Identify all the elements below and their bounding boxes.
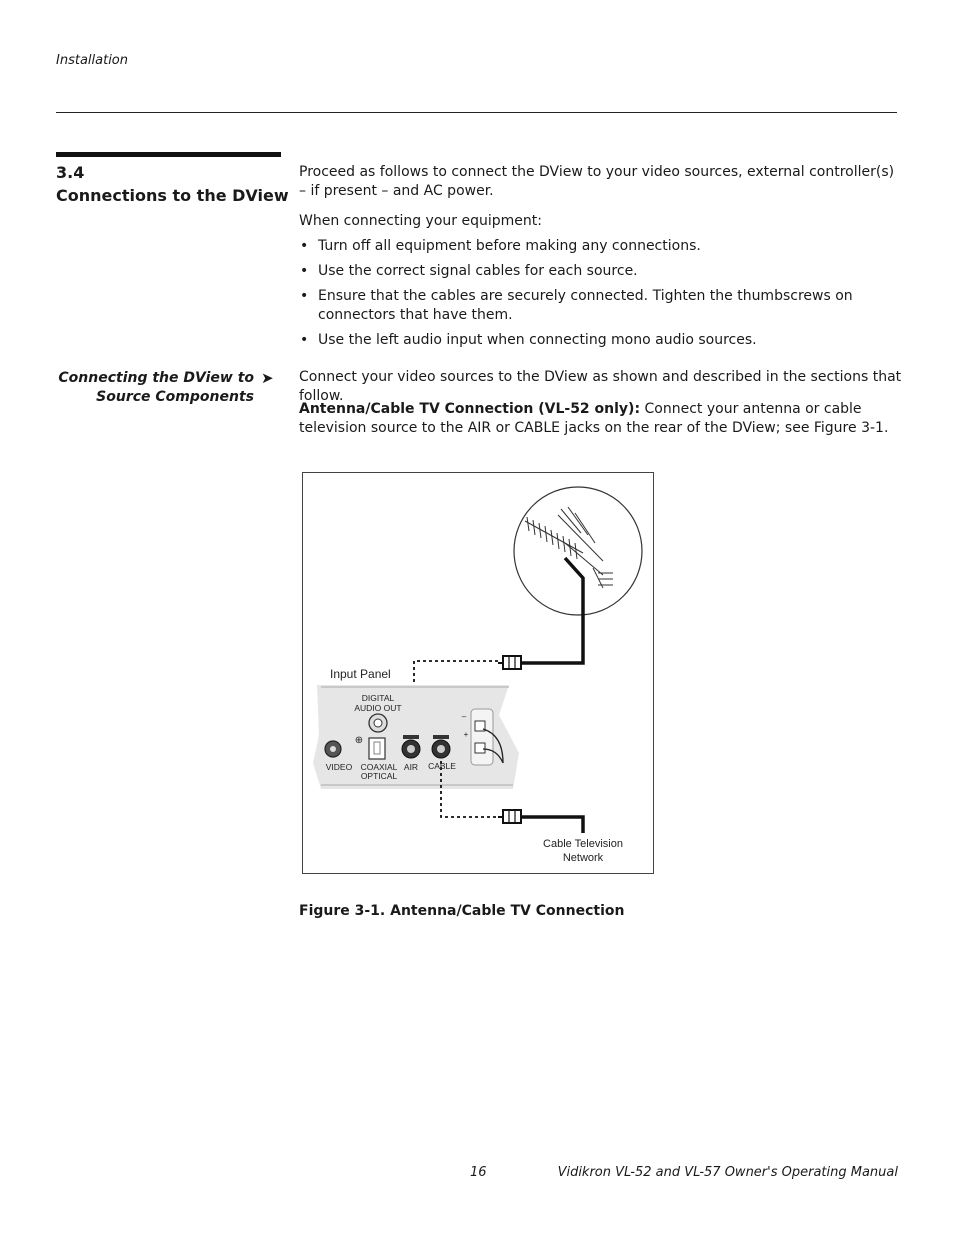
manual-title: Vidikron VL-52 and VL-57 Owner's Operating Manual [557,1165,898,1180]
network-label: Network [562,852,604,864]
bullet-dot: • [300,288,309,304]
subsection-paragraph: Connect your video sources to the DView as shown and described in the sections that follow. [299,369,902,404]
plus-label: + [463,730,469,739]
arrow-icon: ➤ [261,369,274,387]
network-label: Cable Television [543,838,623,850]
coaxial-label: COAXIAL [360,762,398,772]
page-number: 16 [470,1165,487,1180]
air-label: AIR [403,762,419,772]
bullet-text: Turn off all equipment before making any connections. [318,238,701,254]
antenna-label: Antenna/Cable TV Connection (VL-52 only): [299,401,641,417]
section-title: Connections to the DView [56,186,289,205]
list-item [299,331,899,350]
section-bar [56,152,281,157]
antenna-text: Connect your antenna or cable television source to the AIR or CABLE jacks on the rear of the DView; see Figure 3-1. [299,401,889,436]
side-head [54,369,254,407]
bullet-text: Use the correct signal cables for each source. [318,263,638,279]
intro-lead: When connecting your equipment: [299,213,542,229]
bullet-text: Ensure that the cables are securely connected. Tighten the thumbscrews on connectors that have them. [318,288,853,323]
f-connector-top [503,656,521,669]
list-item [299,287,899,325]
ground-icon: ⊕ [354,735,364,746]
bullet-list [299,237,899,356]
bullet-dot: • [300,263,309,279]
intro-paragraph: Proceed as follows to connect the DView to your video sources, external controller(s) – if present – and AC power. [299,164,895,199]
header-rule [56,112,897,113]
f-connector-bottom [503,810,521,823]
list-item [299,262,899,281]
section-number: 3.4 [56,163,85,182]
figure-antenna-cable [302,472,654,874]
bullet-dot: • [300,332,309,348]
terminal-block [471,709,493,765]
digital-audio-label: DIGITAL [361,693,395,703]
connection-diagram [303,473,655,875]
minus-label: – [461,712,467,721]
cable-label: CABLE [428,761,456,771]
antenna-paragraph [299,400,889,438]
running-head: Installation [56,53,129,68]
bullet-text: Use the left audio input when connecting mono audio sources. [318,332,757,348]
side-head-line: Connecting the DView to [58,370,254,386]
bullet-dot: • [300,238,309,254]
figure-caption: Figure 3-1. Antenna/Cable TV Connection [299,903,625,919]
antenna-inset-circle [514,487,642,615]
video-label: VIDEO [325,762,353,772]
optical-label: OPTICAL [360,771,398,781]
network-cable [521,817,583,833]
digital-audio-label: AUDIO OUT [354,703,402,713]
list-item [299,237,899,256]
side-head-line: Source Components [96,389,254,405]
input-panel-label: Input Panel [330,667,391,681]
